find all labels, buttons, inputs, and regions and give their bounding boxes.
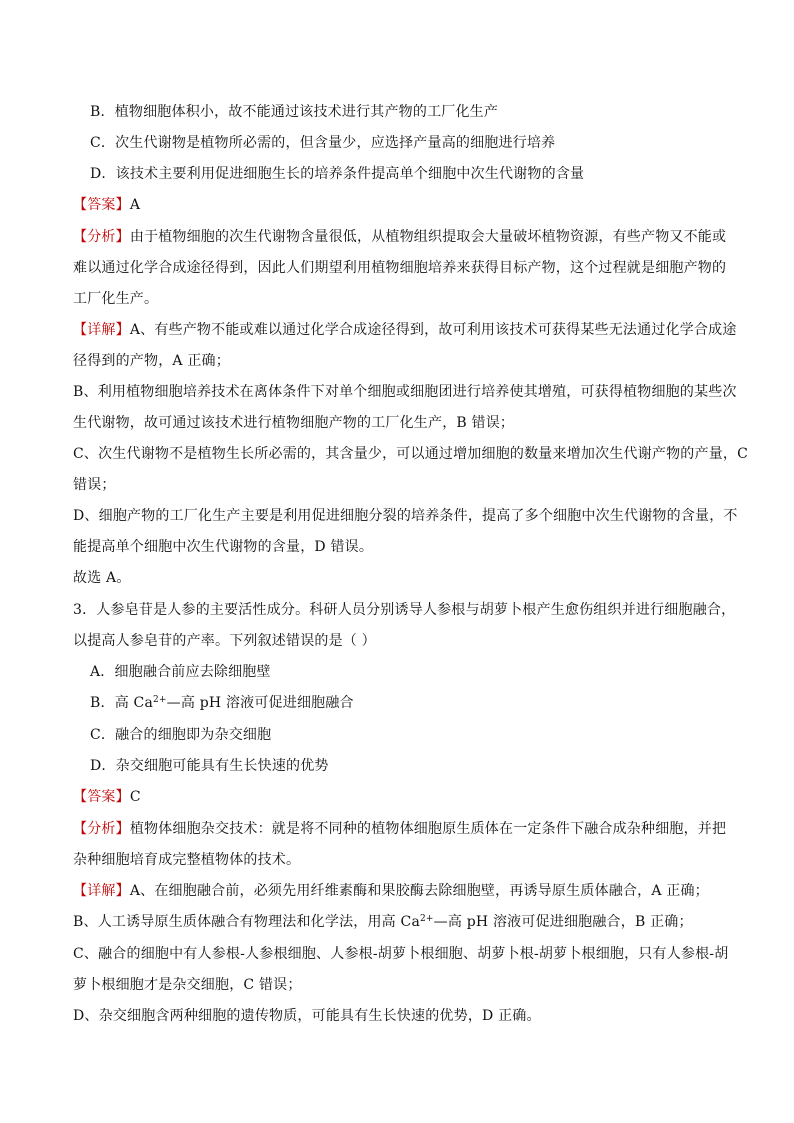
q2-detail-line-7: D、细胞产物的工厂化生产主要是利用促进细胞分裂的培养条件，提高了多个细胞中次生代谢物的含量，不 — [73, 508, 738, 524]
analysis-tag: 【分析】 — [73, 821, 130, 837]
detail-tag: 【详解】 — [73, 883, 130, 899]
q3-stem-line-1: 3．人参皂苷是人参的主要活性成分。科研人员分别诱导人参根与胡萝卜根产生愈伤组织并进行细胞融合， — [73, 602, 736, 618]
option-b-text: B．高 Ca — [90, 695, 153, 711]
q3-analysis-line-2: 杂种细胞培育成完整植物体的技术。 — [73, 852, 301, 868]
q3-detail-line-4: 萝卜根细胞才是杂交细胞，C 错误； — [73, 977, 302, 993]
q2-detail-line-4: 生代谢物，故可通过该技术进行植物细胞产物的工厂化生产，B 错误； — [73, 415, 515, 431]
q3-analysis-line-1 — [73, 819, 733, 839]
q2-analysis-line-2: 难以通过化学合成途径得到，因此人们期望利用植物细胞培养来获得目标产物，这个过程就是细胞产物的 — [73, 260, 727, 276]
q3-option-d: D．杂交细胞可能具有生长快速的优势 — [90, 758, 329, 774]
detail-text: A、有些产物不能或难以通过化学合成途径得到，故可利用该技术可获得某些无法通过化学合成途 — [129, 322, 737, 338]
detail-b-text: B、人工诱导原生质体融合有物理法和化学法，用高 Ca — [73, 914, 420, 930]
q2-detail-line-6: 错误； — [73, 477, 116, 493]
answer-tag: 【答案】 — [73, 197, 130, 213]
option-b-text-rest: —高 pH 溶液可促进细胞融合 — [166, 695, 354, 711]
analysis-tag: 【分析】 — [73, 229, 130, 245]
superscript: 2+ — [420, 914, 434, 924]
q3-option-a: A．细胞融合前应去除细胞壁 — [90, 664, 271, 680]
q3-detail-line-5: D、杂交细胞含两种细胞的遗传物质，可能具有生长快速的优势，D 正确。 — [73, 1008, 541, 1024]
q3-detail-line-3: C、融合的细胞中有人参根-人参根细胞、人参根-胡萝卜根细胞、胡萝卜根-胡萝卜根细胞，只有人参根-胡 — [73, 946, 729, 962]
q2-detail-line-8: 能提高单个细胞中次生代谢物的含量，D 错误。 — [73, 539, 374, 555]
q3-answer — [73, 787, 733, 807]
q2-detail-line-9: 故选 A。 — [73, 570, 131, 586]
q3-option-c: C．融合的细胞即为杂交细胞 — [90, 727, 272, 743]
analysis-text: 由于植物细胞的次生代谢物含量很低，从植物组织提取会大量破坏植物资源，有些产物又不能或 — [129, 229, 727, 245]
detail-tag: 【详解】 — [73, 322, 130, 338]
answer-value: A — [129, 197, 141, 213]
q2-analysis-line-3: 工厂化生产。 — [73, 291, 159, 307]
answer-tag: 【答案】 — [73, 789, 130, 805]
q2-detail-line-2: 径得到的产物，A 正确； — [73, 353, 230, 369]
q3-option-b — [90, 693, 750, 713]
answer-value: C — [129, 789, 141, 805]
q3-detail-line-1 — [73, 881, 733, 901]
analysis-text: 植物体细胞杂交技术：就是将不同种的植物体细胞原生质体在一定条件下融合成杂种细胞，并把 — [129, 821, 727, 837]
q2-option-b: B．植物细胞体积小，故不能通过该技术进行其产物的工厂化生产 — [90, 104, 499, 120]
q3-stem-line-2: 以提高人参皂苷的产率。下列叙述错误的是（ ） — [73, 633, 376, 649]
q2-option-c: C．次生代谢物是植物所必需的，但含量少，应选择产量高的细胞进行培养 — [90, 135, 556, 151]
q2-analysis-line-1 — [73, 227, 733, 247]
q2-detail-line-3: B、利用植物细胞培养技术在离体条件下对单个细胞或细胞团进行培养使其增殖，可获得植物细胞的某些次 — [73, 384, 737, 400]
detail-b-text-rest: —高 pH 溶液可促进细胞融合，B 正确； — [433, 914, 693, 930]
detail-text: A、在细胞融合前，必须先用纤维素酶和果胶酶去除细胞壁，再诱导原生质体融合，A 正确； — [129, 883, 709, 899]
q2-detail-line-1 — [73, 320, 737, 340]
superscript: 2+ — [153, 695, 167, 705]
q2-answer — [73, 195, 733, 215]
q2-option-d: D．该技术主要利用促进细胞生长的培养条件提高单个细胞中次生代谢物的含量 — [90, 166, 585, 182]
q2-detail-line-5: C、次生代谢物不是植物生长所必需的，其含量少，可以通过增加细胞的数量来增加次生代谢产物的产量，C — [73, 446, 749, 462]
q3-detail-line-2 — [73, 912, 733, 932]
